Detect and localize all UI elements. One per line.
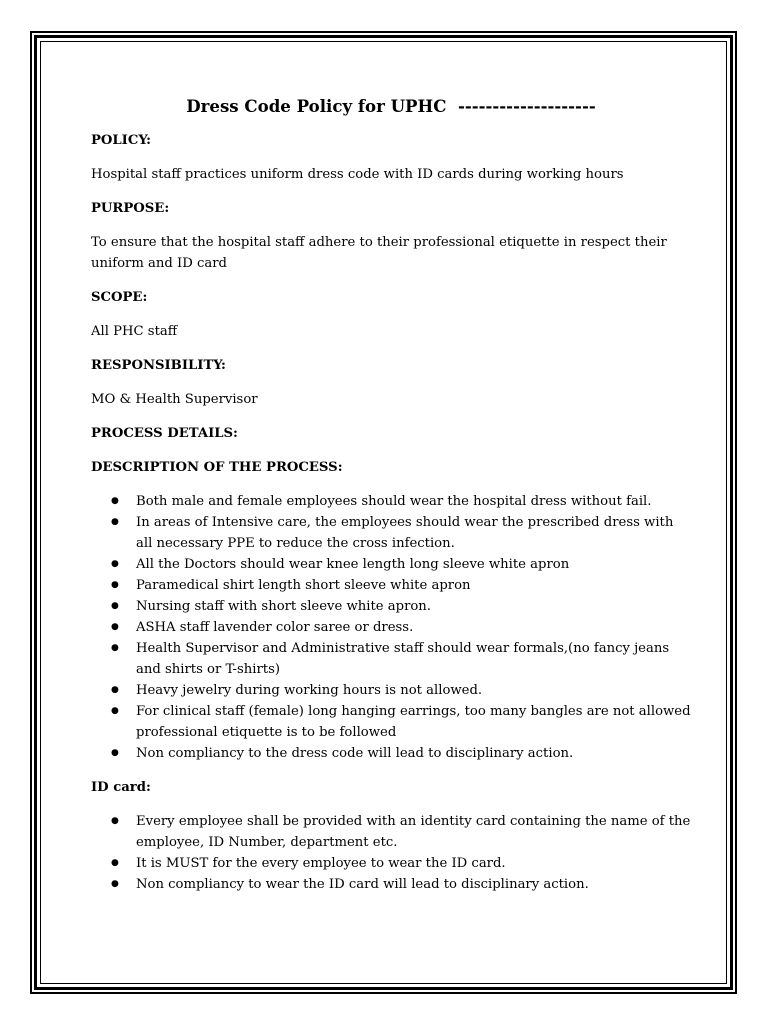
scope-text: All PHC staff bbox=[91, 324, 178, 339]
list-item: ● Non compliancy to the dress code will lead to disciplinary action. bbox=[91, 743, 691, 764]
policy-text: Hospital staff practices uniform dress code with ID cards during working hours bbox=[91, 167, 624, 182]
scope-heading: SCOPE: bbox=[91, 290, 148, 305]
list-item: ● All the Doctors should wear knee length long sleeve white apron bbox=[91, 554, 691, 575]
id-card-heading: ID card: bbox=[91, 780, 151, 795]
list-item: ● Heavy jewelry during working hours is not allowed. bbox=[91, 680, 691, 701]
list-item: ● It is MUST for the every employee to wear the ID card. bbox=[91, 853, 691, 874]
id-card-list bbox=[91, 811, 691, 895]
document-body bbox=[91, 94, 691, 908]
list-item: ● In areas of Intensive care, the employees should wear the prescribed dress with all necessary PPE to reduce the cross infection. bbox=[91, 512, 691, 554]
document-title: Dress Code Policy for UPHC -------------------- bbox=[186, 96, 596, 116]
process-list bbox=[91, 491, 691, 764]
process-details-heading: PROCESS DETAILS: bbox=[91, 426, 238, 441]
list-item: ● Every employee shall be provided with an identity card containing the name of the employee, ID Number, department etc. bbox=[91, 811, 691, 853]
purpose-text: To ensure that the hospital staff adhere to their professional etiquette in respect their uniform and ID card bbox=[91, 235, 667, 271]
list-item: ● Both male and female employees should wear the hospital dress without fail. bbox=[91, 491, 691, 512]
purpose-heading: PURPOSE: bbox=[91, 201, 170, 216]
list-item: ● Paramedical shirt length short sleeve white apron bbox=[91, 575, 691, 596]
list-item: ● ASHA staff lavender color saree or dress. bbox=[91, 617, 691, 638]
responsibility-text: MO & Health Supervisor bbox=[91, 392, 258, 407]
list-item: ● Nursing staff with short sleeve white apron. bbox=[91, 596, 691, 617]
list-item: ● For clinical staff (female) long hanging earrings, too many bangles are not allowed professional etiquette is to be followed bbox=[91, 701, 691, 743]
responsibility-heading: RESPONSIBILITY: bbox=[91, 358, 226, 373]
policy-heading: POLICY: bbox=[91, 133, 151, 148]
description-heading: DESCRIPTION OF THE PROCESS: bbox=[91, 460, 343, 475]
list-item: ● Health Supervisor and Administrative staff should wear formals,(no fancy jeans and shirts or T-shirts) bbox=[91, 638, 691, 680]
list-item: ● Non compliancy to wear the ID card will lead to disciplinary action. bbox=[91, 874, 691, 895]
